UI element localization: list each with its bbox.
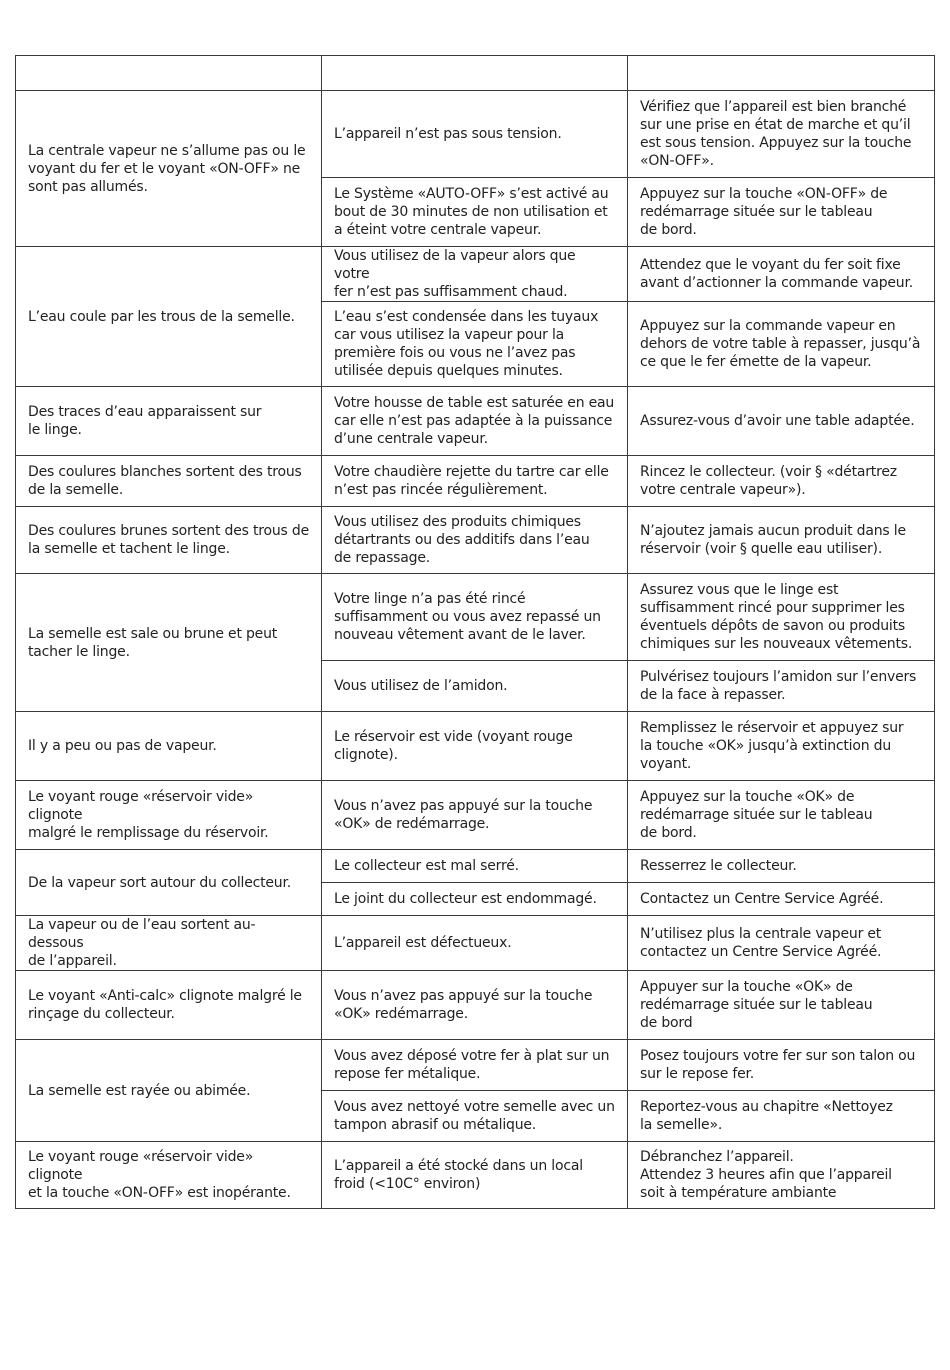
cause-cell: L’eau s’est condensée dans les tuyaux car vous utilisez la vapeur pour la première fois ou vous ne l’avez pas utilisée depuis quelques minutes. bbox=[322, 302, 628, 387]
cause-cell: Vous utilisez des produits chimiques détartrants ou des additifs dans l’eau de repassage. bbox=[322, 507, 628, 574]
solution-cell: Remplissez le réservoir et appuyez sur la touche «OK» jusqu’à extinction du voyant. bbox=[628, 712, 935, 781]
problem-cell: De la vapeur sort autour du collecteur. bbox=[16, 850, 322, 916]
problem-cell: Le voyant rouge «réservoir vide» clignote et la touche «ON-OFF» est inopérante. bbox=[16, 1142, 322, 1209]
table-row bbox=[16, 574, 935, 661]
troubleshooting-table bbox=[15, 55, 935, 1209]
table-row bbox=[16, 781, 935, 850]
solution-cell: Débranchez l’appareil. Attendez 3 heures afin que l’appareil soit à température ambiante bbox=[628, 1142, 935, 1209]
table-row bbox=[16, 91, 935, 178]
table-row bbox=[16, 1142, 935, 1209]
cause-cell: Le réservoir est vide (voyant rouge clignote). bbox=[322, 712, 628, 781]
problem-cell: La vapeur ou de l’eau sortent au-dessous de l’appareil. bbox=[16, 916, 322, 971]
solution-cell: Appuyez sur la touche «ON-OFF» de redémarrage située sur le tableau de bord. bbox=[628, 178, 935, 247]
solution-cell: Attendez que le voyant du fer soit fixe avant d’actionner la commande vapeur. bbox=[628, 247, 935, 302]
table-row bbox=[16, 1040, 935, 1091]
table-row bbox=[16, 247, 935, 302]
cause-cell: Le collecteur est mal serré. bbox=[322, 850, 628, 883]
table-row bbox=[16, 456, 935, 507]
solution-cell: Rincez le collecteur. (voir § «détartrez votre centrale vapeur»). bbox=[628, 456, 935, 507]
cause-cell: L’appareil n’est pas sous tension. bbox=[322, 91, 628, 178]
cause-cell: Votre linge n’a pas été rincé suffisamment ou vous avez repassé un nouveau vêtement avant de le laver. bbox=[322, 574, 628, 661]
cause-cell: Vous n’avez pas appuyé sur la touche «OK» redémarrage. bbox=[322, 971, 628, 1040]
problem-cell: Des coulures blanches sortent des trous de la semelle. bbox=[16, 456, 322, 507]
cause-cell: Votre housse de table est saturée en eau car elle n’est pas adaptée à la puissance d’une centrale vapeur. bbox=[322, 387, 628, 456]
problem-cell: L’eau coule par les trous de la semelle. bbox=[16, 247, 322, 387]
problem-cell: Le voyant rouge «réservoir vide» clignote malgré le remplissage du réservoir. bbox=[16, 781, 322, 850]
problem-cell: La semelle est sale ou brune et peut tacher le linge. bbox=[16, 574, 322, 712]
solution-cell: Appuyez sur la touche «OK» de redémarrage située sur le tableau de bord. bbox=[628, 781, 935, 850]
solution-cell: Appuyez sur la commande vapeur en dehors de votre table à repasser, jusqu’à ce que le fer émette de la vapeur. bbox=[628, 302, 935, 387]
table-row bbox=[16, 916, 935, 971]
table-row bbox=[16, 971, 935, 1040]
cause-cell: Vous avez nettoyé votre semelle avec un tampon abrasif ou métalique. bbox=[322, 1091, 628, 1142]
cause-cell: L’appareil a été stocké dans un local froid (<10C° environ) bbox=[322, 1142, 628, 1209]
solution-cell: Posez toujours votre fer sur son talon ou sur le repose fer. bbox=[628, 1040, 935, 1091]
cause-cell: Le joint du collecteur est endommagé. bbox=[322, 883, 628, 916]
problem-cell: La semelle est rayée ou abimée. bbox=[16, 1040, 322, 1142]
cause-cell: Le Système «AUTO-OFF» s’est activé au bout de 30 minutes de non utilisation et a éteint votre centrale vapeur. bbox=[322, 178, 628, 247]
solution-cell: Resserrez le collecteur. bbox=[628, 850, 935, 883]
header-problem bbox=[16, 56, 322, 91]
solution-cell: Pulvérisez toujours l’amidon sur l’envers de la face à repasser. bbox=[628, 661, 935, 712]
table-row bbox=[16, 712, 935, 781]
header-solution bbox=[628, 56, 935, 91]
header-cause bbox=[322, 56, 628, 91]
solution-cell: Assurez-vous d’avoir une table adaptée. bbox=[628, 387, 935, 456]
table-row bbox=[16, 387, 935, 456]
solution-cell: Assurez vous que le linge est suffisamment rincé pour supprimer les éventuels dépôts de savon ou produits chimiques sur les nouveaux vêtements. bbox=[628, 574, 935, 661]
solution-cell: Reportez-vous au chapitre «Nettoyez la semelle». bbox=[628, 1091, 935, 1142]
table-header-row bbox=[16, 56, 935, 91]
table-row bbox=[16, 850, 935, 883]
cause-cell: L’appareil est défectueux. bbox=[322, 916, 628, 971]
problem-cell: Le voyant «Anti-calc» clignote malgré le rinçage du collecteur. bbox=[16, 971, 322, 1040]
solution-cell: N’ajoutez jamais aucun produit dans le réservoir (voir § quelle eau utiliser). bbox=[628, 507, 935, 574]
table-row bbox=[16, 507, 935, 574]
solution-cell: N’utilisez plus la centrale vapeur et contactez un Centre Service Agréé. bbox=[628, 916, 935, 971]
cause-cell: Vous n’avez pas appuyé sur la touche «OK» de redémarrage. bbox=[322, 781, 628, 850]
solution-cell: Vérifiez que l’appareil est bien branché sur une prise en état de marche et qu’il est sous tension. Appuyez sur la touche «ON-OFF». bbox=[628, 91, 935, 178]
cause-cell: Votre chaudière rejette du tartre car elle n’est pas rincée régulièrement. bbox=[322, 456, 628, 507]
problem-cell: Il y a peu ou pas de vapeur. bbox=[16, 712, 322, 781]
solution-cell: Contactez un Centre Service Agréé. bbox=[628, 883, 935, 916]
solution-cell: Appuyer sur la touche «OK» de redémarrage située sur le tableau de bord bbox=[628, 971, 935, 1040]
cause-cell: Vous utilisez de l’amidon. bbox=[322, 661, 628, 712]
cause-cell: Vous avez déposé votre fer à plat sur un repose fer métalique. bbox=[322, 1040, 628, 1091]
problem-cell: Des coulures brunes sortent des trous de la semelle et tachent le linge. bbox=[16, 507, 322, 574]
problem-cell: La centrale vapeur ne s’allume pas ou le voyant du fer et le voyant «ON-OFF» ne sont pas allumés. bbox=[16, 91, 322, 247]
problem-cell: Des traces d’eau apparaissent sur le linge. bbox=[16, 387, 322, 456]
cause-cell: Vous utilisez de la vapeur alors que votre fer n’est pas suffisamment chaud. bbox=[322, 247, 628, 302]
